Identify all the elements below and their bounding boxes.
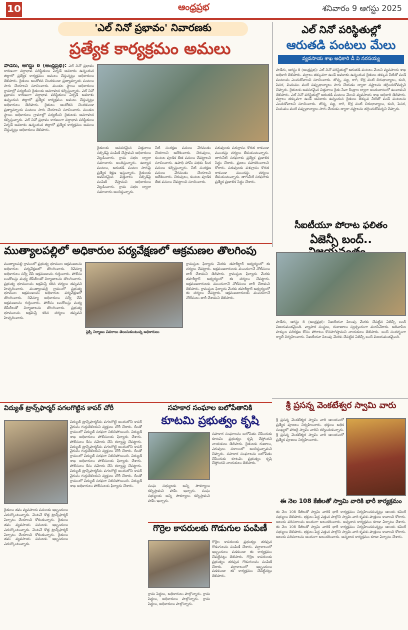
lead-title: ప్రత్యేక కార్యక్రమం అమలు xyxy=(69,39,231,58)
coop-body-col1: సహకార సంఘాలను బలోపేతం చేసేందుకు కూటమి ప్రభుత్వం కృషి చేస్తోందని నాయకులు తెలిపారు. రైతులకు రుణాలు, ఎరువులు సకాలంలో అందిస్తున్నామని చెప్పారు. సహకార సంఘాలను బలోపేతం చేసేందుకు కూటమి ప్రభుత్వం కృషి చేస్తోందని నాయకులు తెలిపారు. xyxy=(212,432,272,466)
newspaper-name: ఆంధ్రప్రభ xyxy=(178,3,210,13)
page-number: 10 xyxy=(7,4,21,15)
right-body: పాడేరు, ఆగస్టు 8 (ఆంధ్రప్రభ): ఎల్ నినో పరిస్థితుల్లో ఆరుతడి పంటలు మేలని వ్యవసాయ శాఖ అధికారి తెలిపారు. వర్షాలు తక్కువగా ఉండే అవకాశం ఉన్నందున రైతులు తక్కువ నీటితో పండే పంటలను ఎంచుకోవాలని సూచించారు. జొన్న, సజ్జ, రాగి, కొర్ర వంటి చిరుధాన్యాలు, కంది, పెసర, మినుము వంటి పప్పుధాన్యాలు సాగు చేయడం ద్వారా నష్టాలను తగ్గించుకోవచ్చని చెప్పారు. రైతులకు అవసరమైన విత్తనాలు రైతు సేవా కేంద్రాల ద్వారా అందుబాటులో ఉంచామని తెలిపారు. ఎల్ నినో పరిస్థితుల్లో ఆరుతడి పంటలు మేలని వ్యవసాయ శాఖ అధికారి తెలిపారు. వర్షాలు తక్కువగా ఉండే అవకాశం ఉన్నందున రైతులు తక్కువ నీటితో పండే పంటలను ఎంచుకోవాలని సూచించారు. జొన్న, సజ్జ, రాగి, కొర్ర వంటి చిరుధాన్యాలు, కంది, పెసర, మినుము వంటి పప్పుధాన్యాలు సాగు చేయడం ద్వారా నష్టాలను తగ్గించుకోవచ్చని చెప్పారు. xyxy=(276,68,406,112)
temple-body: శ్రీ ప్రసన్న వెంకటేశ్వర స్వామి వారి ఆలయంలో ప్రత్యేక పూజలు నిర్వహించారు. భక్తులు అధిక సంఖ్యలో హాజరై స్వామి వారిని దర్శించుకున్నారు. శ్రీ ప్రసన్న వెంకటేశ్వర స్వామి వారి ఆలయంలో ప్రత్యేక పూజలు నిర్వహించారు. xyxy=(276,418,344,442)
lead2-photo-caption: ఫ్లెక్సీ నిర్మాణం వివరాలు తెలుసుకుంటున్న అధికారులు xyxy=(86,330,160,334)
lead2-title: ముత్యాలపల్లిలో అధికారుల పర్యవేక్షణలో ఆక్రమణల తొలగింపు xyxy=(4,245,257,257)
theft-head: విద్యుత్ ట్రాన్స్‌ఫార్మర్ పగలగొట్టిన కాపర్ చోరీ xyxy=(4,404,114,412)
lead2-body-col2: గ్రామస్తుల ఫిర్యాదు మేరకు తహశీల్దార్ ఆధ్వర్యంలో ఈ చర్యలు చేపట్టారు. ఆక్రమణదారులకు ముందుగానే నోటీసులు జారీ చేశామని తెలిపారు. గ్రామస్తుల ఫిర్యాదు మేరకు తహశీల్దార్ ఆధ్వర్యంలో ఈ చర్యలు చేపట్టారు. ఆక్రమణదారులకు ముందుగానే నోటీసులు జారీ చేశామని తెలిపారు. గ్రామస్తుల ఫిర్యాదు మేరకు తహశీల్దార్ ఆధ్వర్యంలో ఈ చర్యలు చేపట్టారు. ఆక్రమణదారులకు ముందుగానే నోటీసులు జారీ చేశామని తెలిపారు. xyxy=(186,262,270,301)
temple-kicker xyxy=(276,390,406,398)
right-kicker: ఎల్ నినో పరిస్థితుల్లో xyxy=(301,25,381,36)
divider-line xyxy=(0,402,272,403)
lead-body-col3: నీటి సంరక్షణ పనులు వేగవంతం చేయాలని ఆదేశించారు. చెరువులు, కుంటల పూడిక తీత పనులు చేపట్టాలని సూచించారు. ఉపాధి హామీ పథకం కింద పనులు కల్పిస్తున్నారు. నీటి సంరక్షణ పనులు వేగవంతం చేయాలని ఆదేశించారు. చెరువులు, కుంటల పూడిక తీత పనులు చేపట్టాలని సూచించారు. xyxy=(155,146,211,185)
divider-line xyxy=(148,522,272,523)
divider-line xyxy=(0,243,272,244)
temple-title: శ్రీ ప్రసన్న వెంకటేశ్వర స్వామి వారు xyxy=(285,401,397,411)
lead2-body-col1: ముత్యాలపల్లి గ్రామంలో ప్రభుత్వ భూముల ఆక్రమణలను అధికారుల పర్యవేక్షణలో తొలగించారు. రెవెన్యూ అధికారులు సర్వే చేసి ఆక్రమణలను గుర్తించారు. పోలీసు బందోబస్తు మధ్య జేసీబీలతో నిర్మాణాలను తొలగించారు. ప్రభుత్వ భూములను ఆక్రమిస్తే కఠిన చర్యలు తప్పవని హెచ్చరించారు. ముత్యాలపల్లి గ్రామంలో ప్రభుత్వ భూముల ఆక్రమణలను అధికారుల పర్యవేక్షణలో తొలగించారు. రెవెన్యూ అధికారులు సర్వే చేసి ఆక్రమణలను గుర్తించారు. పోలీసు బందోబస్తు మధ్య జేసీబీలతో నిర్మాణాలను తొలగించారు. ప్రభుత్వ భూములను ఆక్రమిస్తే కఠిన చర్యలు తప్పవని హెచ్చరించారు. xyxy=(4,262,82,320)
bottom-title: గొర్రెల కాపరులకు గొడుగుల పంపిణీ xyxy=(152,524,268,534)
temple-photo xyxy=(346,418,406,496)
bandh-body: పాడేరు, ఆగస్టు 8 (ఆంధ్రప్రభ): సీఐటీయూ పిలుపు మేరకు చేపట్టిన ఏజెన్సీ బంద్ విజయవంతమైంది. వ్యాపార సంస్థలు, దుకాణాలు స్వచ్ఛందంగా మూసివేశారు. ఆదివాసీల హక్కుల పరిరక్షణ కోసం పోరాటం కొనసాగిస్తామని నాయకులు తెలిపారు. బంద్ సందర్భంగా ర్యాలీ నిర్వహించారు. సీఐటీయూ పిలుపు మేరకు చేపట్టిన ఏజెన్సీ బంద్ విజయవంతమైంది. xyxy=(276,320,406,339)
right-subtitle: వ్యవసాయ శాఖ అధికారి డీ వి నరసయ్య xyxy=(278,55,404,64)
column-divider xyxy=(272,22,273,247)
lead-body-col4: పశువులకు పశుగ్రాసం కొరత రాకుండా ముందస్తు చర్యలు తీసుకుంటున్నారు. తాగునీటి సరఫరాకు ప్రత్యేక ప్రణాళిక సిద్ధం చేశారు. ప్రజలు సహకరించాలని కోరారు. పశువులకు పశుగ్రాసం కొరత రాకుండా ముందస్తు చర్యలు తీసుకుంటున్నారు. తాగునీటి సరఫరాకు ప్రత్యేక ప్రణాళిక సిద్ధం చేశారు. xyxy=(215,146,269,185)
bottom-body-col2: గ్రామ పెద్దలు, అధికారులు పాల్గొన్నారు. గ్రామ పెద్దలు, అధికారులు పాల్గొన్నారు. గ్రామ పెద్దలు, అధికారులు పాల్గొన్నారు. xyxy=(148,592,210,606)
divider-line xyxy=(272,398,408,399)
coop-kicker: సహకార సంఘాల బలోపేతానికి xyxy=(167,404,253,412)
lead-kicker: 'ఎల్ నినో ప్రభావం' నివారణకు xyxy=(94,23,212,34)
bottom-body: గొర్రెల కాపరులకు ప్రభుత్వం తరఫున గొడుగులను పంపిణీ చేశారు. వర్షాకాలంలో ఇబ్బందులు పడకుండా ఈ కార్యక్రమం చేపట్టినట్లు తెలిపారు. గొర్రెల కాపరులకు ప్రభుత్వం తరఫున గొడుగులను పంపిణీ చేశారు. వర్షాకాలంలో ఇబ్బందులు పడకుండా ఈ కార్యక్రమం చేపట్టినట్లు తెలిపారు. xyxy=(212,540,272,579)
coop-body-col2: సంఘ సభ్యులకు అన్ని సౌకర్యాలు కల్పిస్తామని హామీ ఇచ్చారు. సంఘ సభ్యులకు అన్ని సౌకర్యాలు కల్పిస్తామని హామీ ఇచ్చారు. xyxy=(148,484,210,503)
theft-body-col2: రైతులు తమ వ్యవసాయ పనులకు ఇబ్బందులు ఎదుర్కొంటున్నారు. వెంటనే కొత్త ట్రాన్స్‌ఫార్మర్ ఏర్పాటు చేయాలని కోరుతున్నారు. రైతులు తమ వ్యవసాయ పనులకు ఇబ్బందులు ఎదుర్కొంటున్నారు. వెంటనే కొత్త ట్రాన్స్‌ఫార్మర్ ఏర్పాటు చేయాలని కోరుతున్నారు. రైతులు తమ వ్యవసాయ పనులకు ఇబ్బందులు ఎదుర్కొంటున్నారు. xyxy=(4,508,68,547)
bandh-photo xyxy=(276,252,406,316)
lead-body-col2: రైతులకు అవసరమైన విత్తనాలు సబ్సిడీపై పంపిణీ చేస్తామని అధికారులు వెల్లడించారు. గ్రామ సభల ద్వారా సమాచారం అందిస్తున్నారు. ఉద్యాన పంటలు, ఆరుతడి పంటల సాగుపై ప్రత్యేక శిక్షణ ఇస్తున్నారు. రైతులకు అవసరమైన విత్తనాలు సబ్సిడీపై పంపిణీ చేస్తామని అధికారులు వెల్లడించారు. గ్రామ సభల ద్వారా సమాచారం అందిస్తున్నారు. xyxy=(97,146,151,195)
column-head-title: సీఐటీయూ పోరాట ఫలితం xyxy=(294,221,388,231)
lead-kicker-box xyxy=(58,22,248,36)
bottom-photo xyxy=(148,540,210,588)
temple-sub: ఈ నెల 108 కేజీలతో స్వామి వారికి భారీ కార్యక్రమం xyxy=(280,498,402,505)
lead-body-col1: పాడేరు, ఆగస్టు 8 (ఆంధ్రప్రభ): ఎల్ నినో ప్రభావం కారణంగా వర్షాభావ పరిస్థితులు ఏర్పడే అవకాశం ఉన్నందున జిల్లాలో ప్రత్యేక కార్యక్రమం అమలు చేస్తున్నట్లు అధికారులు తెలిపారు. రైతులు ఆందోళన చెందకుండా ప్రత్యామ్నాయ పంటలు సాగు చేయాలని సూచించారు. మండల స్థాయి అధికారులు గ్రామాల్లో పర్యటించి రైతులకు అవగాహన కల్పిస్తున్నారు. ఎల్ నినో ప్రభావం కారణంగా వర్షాభావ పరిస్థితులు ఏర్పడే అవకాశం ఉన్నందున జిల్లాలో ప్రత్యేక కార్యక్రమం అమలు చేస్తున్నట్లు అధికారులు తెలిపారు. రైతులు ఆందోళన చెందకుండా ప్రత్యామ్నాయ పంటలు సాగు చేయాలని సూచించారు. మండల స్థాయి అధికారులు గ్రామాల్లో పర్యటించి రైతులకు అవగాహన కల్పిస్తున్నారు. ఎల్ నినో ప్రభావం కారణంగా వర్షాభావ పరిస్థితులు ఏర్పడే అవకాశం ఉన్నందున జిల్లాలో ప్రత్యేక కార్యక్రమం అమలు చేస్తున్నట్లు అధికారులు తెలిపారు. xyxy=(4,64,94,132)
theft-photo xyxy=(4,420,68,504)
issue-date: శనివారం 9 ఆగస్టు 2025 xyxy=(322,4,402,13)
column-head-sub: ఏజెన్సీ బంద్.. xyxy=(310,233,372,246)
temple-body-2: ఈ నెల 108 కేజీలతో స్వామి వారికి భారీ కార్యక్రమం నిర్వహించనున్నట్లు ఆలయ కమిటీ సభ్యులు తెలిపారు. భక్తులు పెద్ద ఎత్తున పాల్గొని స్వామి వారి కృపకు పాత్రులు కావాలని కోరారు. ఆలయ పరిసరాలను అందంగా అలంకరించారు. అన్నదాన కార్యక్రమం కూడా ఏర్పాటు చేశారు. ఈ నెల 108 కేజీలతో స్వామి వారికి భారీ కార్యక్రమం నిర్వహించనున్నట్లు ఆలయ కమిటీ సభ్యులు తెలిపారు. భక్తులు పెద్ద ఎత్తున పాల్గొని స్వామి వారి కృపకు పాత్రులు కావాలని కోరారు. ఆలయ పరిసరాలను అందంగా అలంకరించారు. అన్నదాన కార్యక్రమం కూడా ఏర్పాటు చేశారు. xyxy=(276,510,406,539)
masthead xyxy=(0,0,408,20)
right-title: ఆరుతడి పంటలు మేలు xyxy=(286,38,396,52)
coop-photo xyxy=(148,432,210,480)
lead2-photo xyxy=(85,262,183,328)
lead-photo xyxy=(97,64,269,142)
theft-body: విద్యుత్ ట్రాన్స్‌ఫార్మర్‌ను పగలగొట్టి అందులోని కాపర్ వైరును గుర్తుతెలియని వ్యక్తులు చోరీ చేశారు. దీంతో గ్రామంలో విద్యుత్ సరఫరా నిలిచిపోయింది. విద్యుత్ శాఖ అధికారులు పోలీసులకు ఫిర్యాదు చేశారు. పోలీసులు కేసు నమోదు చేసి దర్యాప్తు చేపట్టారు. విద్యుత్ ట్రాన్స్‌ఫార్మర్‌ను పగలగొట్టి అందులోని కాపర్ వైరును గుర్తుతెలియని వ్యక్తులు చోరీ చేశారు. దీంతో గ్రామంలో విద్యుత్ సరఫరా నిలిచిపోయింది. విద్యుత్ శాఖ అధికారులు పోలీసులకు ఫిర్యాదు చేశారు. పోలీసులు కేసు నమోదు చేసి దర్యాప్తు చేపట్టారు. విద్యుత్ ట్రాన్స్‌ఫార్మర్‌ను పగలగొట్టి అందులోని కాపర్ వైరును గుర్తుతెలియని వ్యక్తులు చోరీ చేశారు. దీంతో గ్రామంలో విద్యుత్ సరఫరా నిలిచిపోయింది. విద్యుత్ శాఖ అధికారులు పోలీసులకు ఫిర్యాదు చేశారు. xyxy=(70,420,142,488)
coop-title: కూటమి ప్రభుత్వం కృషి xyxy=(161,414,259,427)
